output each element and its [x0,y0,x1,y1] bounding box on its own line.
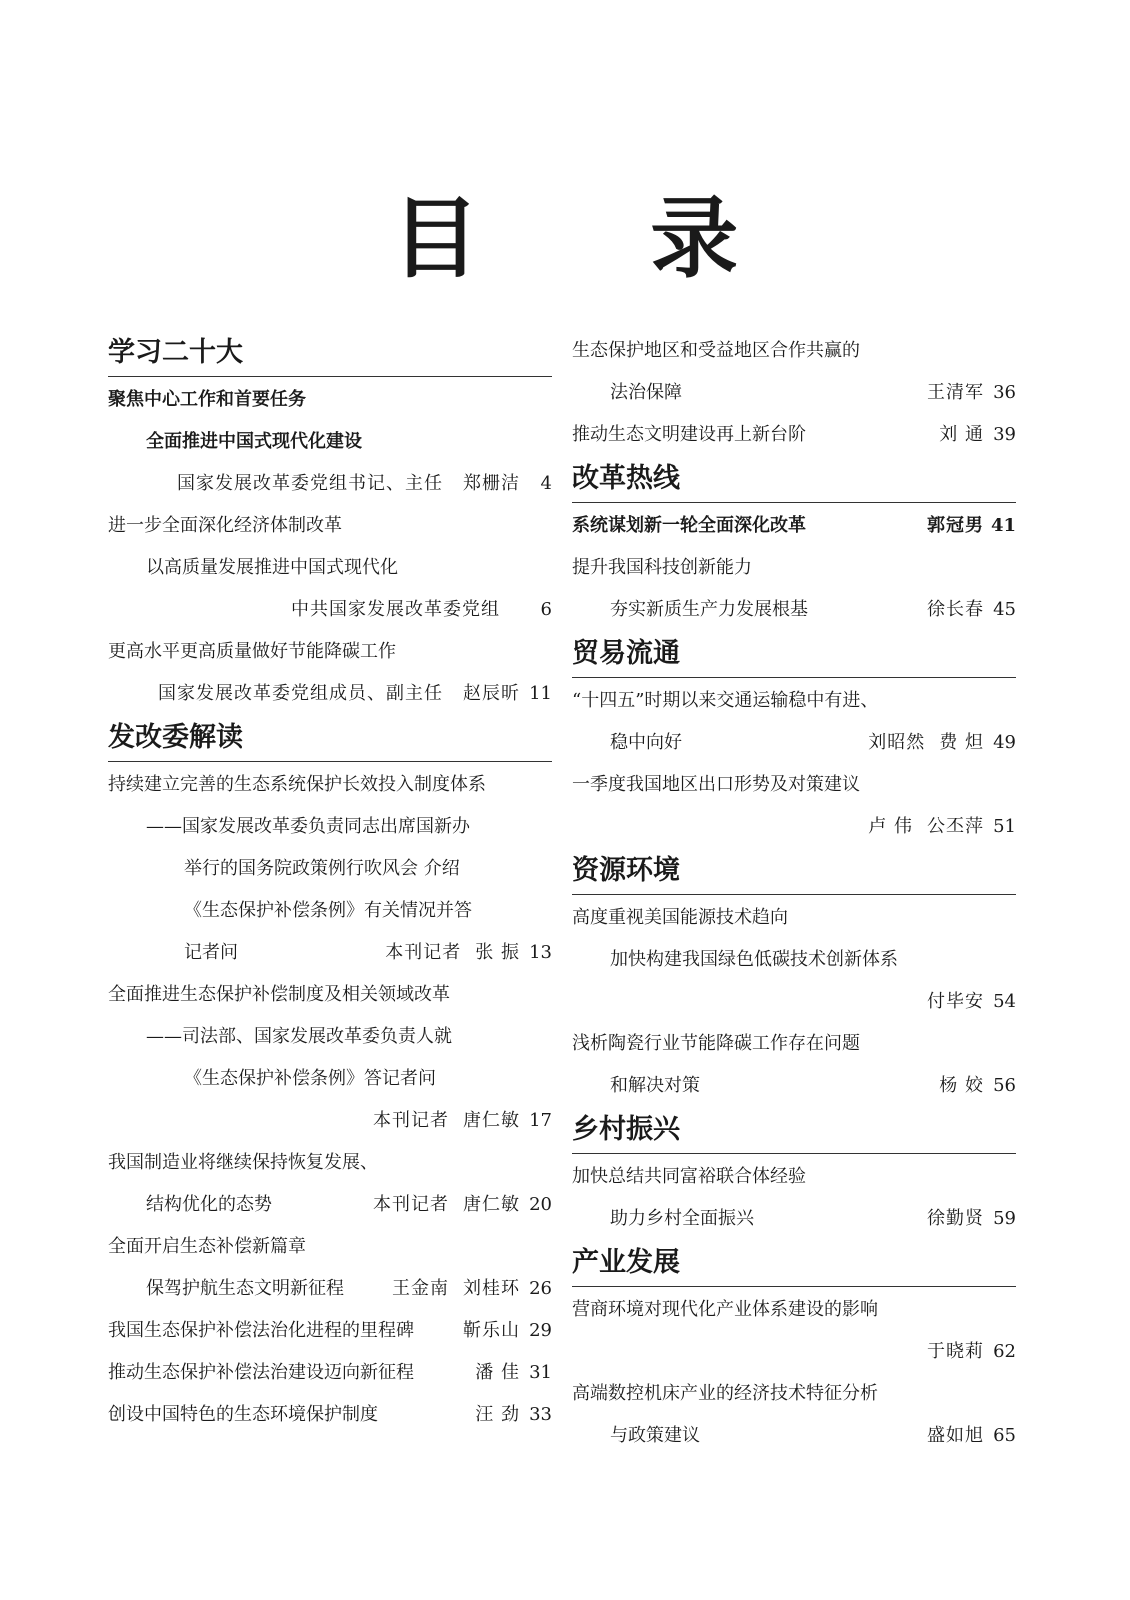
toc-entry[interactable] [108,1058,552,1100]
entry-meta [463,1310,552,1352]
entry-title: 保驾护航生态文明新征程 [146,1278,344,1299]
toc-entry[interactable] [108,1268,552,1310]
author-name: 王金南 [392,1278,449,1299]
author-name: 本刊记者 [373,1194,449,1215]
entry-meta [927,1198,1016,1240]
entry-meta [939,414,1016,456]
section-heading: 产业发展 [572,1240,1016,1287]
page-number: 31 [529,1362,552,1383]
author-affiliation: 中共国家发展改革委党组 [291,599,500,620]
author-name: 唐仁敏 [463,1110,520,1131]
entry-title: 加快总结共同富裕联合体经验 [572,1166,806,1187]
entry-title: 提升我国科技创新能力 [572,557,752,578]
page-number: 29 [529,1320,552,1341]
author-name: 刘昭然 [868,732,926,753]
toc-entry[interactable] [108,1100,552,1142]
toc-entry[interactable] [108,1142,552,1184]
entry-title: 推动生态文明建设再上新台阶 [572,424,806,445]
entry-meta [373,1184,552,1226]
entry-title: “十四五”时期以来交通运输稳中有进、 [572,690,879,711]
entry-title: 和解决对策 [610,1075,700,1096]
author-name: 卢 伟 [868,816,913,837]
entry-title: 高端数控机床产业的经济技术特征分析 [572,1383,878,1404]
entry-title: 进一步全面深化经济体制改革 [108,515,342,536]
toc-entry[interactable] [572,589,1016,631]
entry-title: ——国家发展改革委负责同志出席国新办 [146,816,470,837]
toc-left-column [108,330,552,1436]
toc-entry[interactable] [108,764,552,806]
toc-entry[interactable] [108,1394,552,1436]
page-number: 26 [529,1278,552,1299]
author-name: 本刊记者 [385,942,462,963]
author-name: 郑栅洁 [463,473,520,494]
toc-entry[interactable] [108,848,552,890]
page-number: 13 [529,942,552,963]
toc-entry[interactable] [108,379,552,421]
entry-title: 助力乡村全面振兴 [610,1208,754,1229]
entry-title: 推动生态保护补偿法治建设迈向新征程 [108,1362,414,1383]
entry-title: 系统谋划新一轮全面深化改革 [572,515,806,536]
page-number: 65 [993,1425,1016,1446]
toc-entry[interactable] [572,897,1016,939]
toc-entry[interactable] [572,722,1016,764]
page-number: 59 [993,1208,1016,1229]
page-number: 6 [540,599,552,620]
author-name: 盛如旭 [927,1425,984,1446]
entry-title: 与政策建议 [610,1425,700,1446]
author-name: 潘 佳 [475,1362,520,1383]
toc-right-column [572,330,1016,1457]
toc-entry[interactable] [108,1310,552,1352]
author-name: 于晓莉 [927,1341,984,1362]
section-heading: 改革热线 [572,456,1016,503]
entry-title: 全面推进中国式现代化建设 [146,431,362,452]
entry-meta [392,1268,552,1310]
entry-title: 我国生态保护补偿法治化进程的里程碑 [108,1320,414,1341]
entry-meta [475,1352,552,1394]
page-number: 11 [529,683,552,704]
section-heading: 乡村振兴 [572,1107,1016,1154]
page-title: 目 录 [391,186,809,290]
entry-meta [158,673,552,715]
entry-meta [927,1415,1016,1457]
author-name: 公丕萍 [927,816,984,837]
entry-title: 法治保障 [610,382,682,403]
entry-title: 夯实新质生产力发展根基 [610,599,808,620]
entry-title: 全面推进生态保护补偿制度及相关领域改革 [108,984,450,1005]
toc-entry[interactable] [572,372,1016,414]
page-number: 39 [993,424,1016,445]
author-name: 杨 姣 [939,1075,984,1096]
page-number: 49 [993,732,1016,753]
page-number: 51 [993,816,1016,837]
toc-entry[interactable] [572,1156,1016,1198]
toc-entry[interactable] [572,939,1016,981]
toc-entry[interactable] [572,1023,1016,1065]
entry-title: 加快构建我国绿色低碳技术创新体系 [610,949,898,970]
entry-title: 一季度我国地区出口形势及对策建议 [572,774,860,795]
page-number: 20 [529,1194,552,1215]
toc-entry[interactable] [108,1226,552,1268]
toc-entry[interactable] [108,589,552,631]
entry-title: 创设中国特色的生态环境保护制度 [108,1404,378,1425]
toc-entry[interactable] [572,680,1016,722]
entry-meta [868,722,1016,764]
author-name: 刘桂环 [463,1278,520,1299]
entry-title: 记者问 [184,942,238,963]
author-name: 付毕安 [927,991,984,1012]
author-name: 赵辰昕 [463,683,520,704]
entry-title: 《生态保护补偿条例》答记者问 [184,1068,436,1089]
toc-entry[interactable] [108,1016,552,1058]
entry-meta [177,463,552,505]
page-number: 56 [993,1075,1016,1096]
toc-entry[interactable] [572,1331,1016,1373]
entry-meta [927,505,1016,547]
entry-meta [927,589,1016,631]
author-name: 王清军 [927,382,984,403]
toc-entry[interactable] [572,1373,1016,1415]
toc-entry[interactable] [572,547,1016,589]
page-number: 36 [993,382,1016,403]
toc-entry[interactable] [108,421,552,463]
toc-entry[interactable] [108,547,552,589]
entry-title: 结构优化的态势 [146,1194,272,1215]
entry-title: 高度重视美国能源技术趋向 [572,907,788,928]
page-number: 33 [529,1404,552,1425]
toc-entry[interactable] [108,806,552,848]
entry-title: 我国制造业将继续保持恢复发展、 [108,1152,378,1173]
entry-title: 《生态保护补偿条例》有关情况并答 [184,900,472,921]
toc-entry[interactable] [572,764,1016,806]
entry-title: 举行的国务院政策例行吹风会 介绍 [184,858,460,879]
toc-entry[interactable] [108,1184,552,1226]
section-heading: 发改委解读 [108,715,552,762]
entry-meta [291,589,552,631]
toc-entry[interactable] [108,673,552,715]
author-name: 本刊记者 [373,1110,449,1131]
toc-entry[interactable] [572,1289,1016,1331]
entry-title: 聚焦中心工作和首要任务 [108,389,306,410]
entry-meta [475,1394,552,1436]
page-number: 41 [990,515,1016,536]
entry-title: 持续建立完善的生态系统保护长效投入制度体系 [108,774,486,795]
toc-entry[interactable] [572,1415,1016,1457]
section-heading: 贸易流通 [572,631,1016,678]
author-name: 张 振 [475,942,520,963]
toc-entry[interactable] [572,981,1016,1023]
entry-meta [927,981,1016,1023]
entry-title: ——司法部、国家发展改革委负责人就 [146,1026,452,1047]
toc-entry[interactable] [108,974,552,1016]
toc-entry[interactable] [572,505,1016,547]
entry-meta [868,806,1016,848]
author-affiliation: 国家发展改革委党组书记、主任 [177,473,443,494]
toc-entry[interactable] [108,932,552,974]
page-number: 45 [993,599,1016,620]
toc-entry[interactable] [572,1198,1016,1240]
page-number: 4 [540,473,552,494]
toc-entry[interactable] [108,631,552,673]
toc-entry[interactable] [108,505,552,547]
entry-title: 生态保护地区和受益地区合作共赢的 [572,340,860,361]
toc-entry[interactable] [108,463,552,505]
toc-entry[interactable] [572,414,1016,456]
entry-title: 更高水平更高质量做好节能降碳工作 [108,641,396,662]
entry-title: 浅析陶瓷行业节能降碳工作存在问题 [572,1033,860,1054]
entry-meta [939,1065,1016,1107]
author-name: 费 炟 [939,732,984,753]
author-name: 刘 通 [939,424,984,445]
entry-meta [373,1100,552,1142]
entry-meta [927,372,1016,414]
entry-title: 稳中向好 [610,732,682,753]
toc-entry[interactable] [108,890,552,932]
page-number: 54 [993,991,1016,1012]
author-name: 徐长春 [927,599,984,620]
author-name: 靳乐山 [463,1320,520,1341]
author-name: 汪 劲 [475,1404,520,1425]
author-name: 徐勤贤 [927,1208,984,1229]
toc-entry[interactable] [108,1352,552,1394]
toc-entry[interactable] [572,806,1016,848]
entry-title: 全面开启生态补偿新篇章 [108,1236,306,1257]
entry-meta [927,1331,1016,1373]
toc-entry[interactable] [572,1065,1016,1107]
toc-entry[interactable] [572,330,1016,372]
author-affiliation: 国家发展改革委党组成员、副主任 [158,683,443,704]
page-number: 62 [993,1341,1016,1362]
author-name: 唐仁敏 [463,1194,520,1215]
author-name: 郭冠男 [927,515,984,536]
section-heading: 学习二十大 [108,330,552,377]
entry-title: 营商环境对现代化产业体系建设的影响 [572,1299,878,1320]
section-heading: 资源环境 [572,848,1016,895]
entry-title: 以高质量发展推进中国式现代化 [146,557,398,578]
page-number: 17 [529,1110,552,1131]
entry-meta [385,932,552,974]
